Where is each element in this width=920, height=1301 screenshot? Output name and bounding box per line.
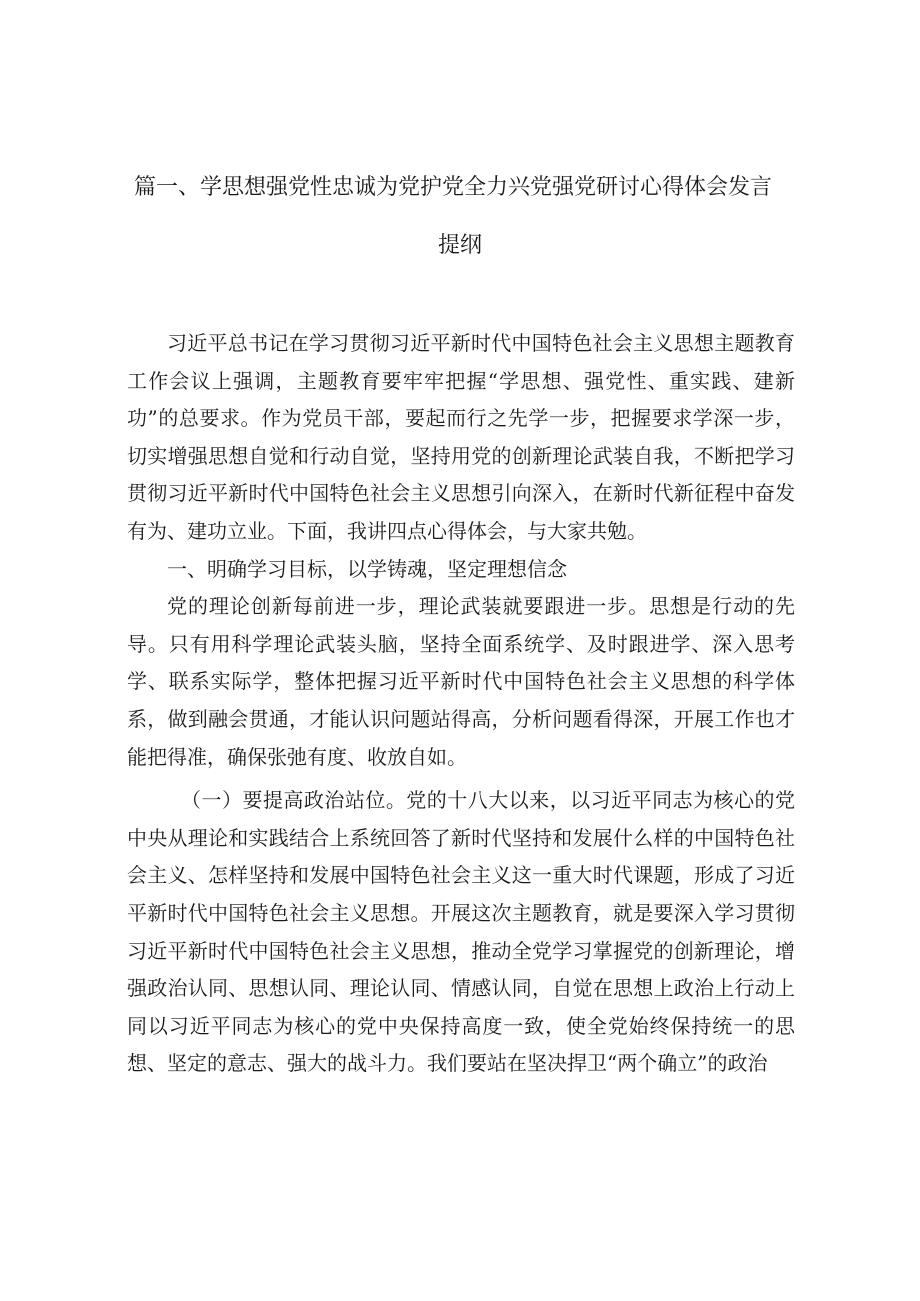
subsection-1-paragraph: （一）要提高政治站位。党的十八大以来，以习近平同志为核心的党中央从理论和实践结合上系统回答了新时代坚持和发展什么样的中国特色社会主义、怎样坚持和发展中国特色社会主义这一重大时代课题，形成了习近平新时代中国特色社会主义思想。开展这次主题教育，就是要深入学习贯彻习近平新时代中国特色社会主义思想，推动全党学习掌握党的创新理论，增强政治认同、思想认同、理论认同、情感认同，自觉在思想上政治上行动上同以习近平同志为核心的党中央保持高度一致，使全党始终保持统一的思想、坚定的意志、强大的战斗力。我们要站在坚决捍卫“两个确立”的政治 [127,788,795,1076]
section-heading-1: 一、明确学习目标，以学铸魂，坚定理想信念 [167,556,567,581]
document-body [127,325,795,1083]
document-title-line-1: 篇一、学思想强党性忠诚为党护党全力兴党强党研讨心得体会发言 [134,175,773,200]
document-title-line-2: 提纲 [437,233,482,258]
intro-paragraph: 习近平总书记在学习贯彻习近平新时代中国特色社会主义思想主题教育工作会议上强调，主题教育要牢牢把握“学思想、强党性、重实践、建新功”的总要求。作为党员干部，要起而行之先学一步，把握要求学深一步，切实增强思想自觉和行动自觉，坚持用党的创新理论武装自我，不断把学习贯彻习近平新时代中国特色社会主义思想引向深入，在新时代新征程中奋发有为、建功立业。下面，我讲四点心得体会，与大家共勉。 [127,331,795,543]
section-1-paragraph: 党的理论创新每前进一步，理论武装就要跟进一步。思想是行动的先导。只有用科学理论武装头脑，坚持全面系统学、及时跟进学、深入思考学、联系实际学，整体把握习近平新时代中国特色社会主义思想的科学体系，做到融会贯通，才能认识问题站得高，分析问题看得深，开展工作也才能把得准，确保张弛有度、收放自如。 [127,594,795,769]
